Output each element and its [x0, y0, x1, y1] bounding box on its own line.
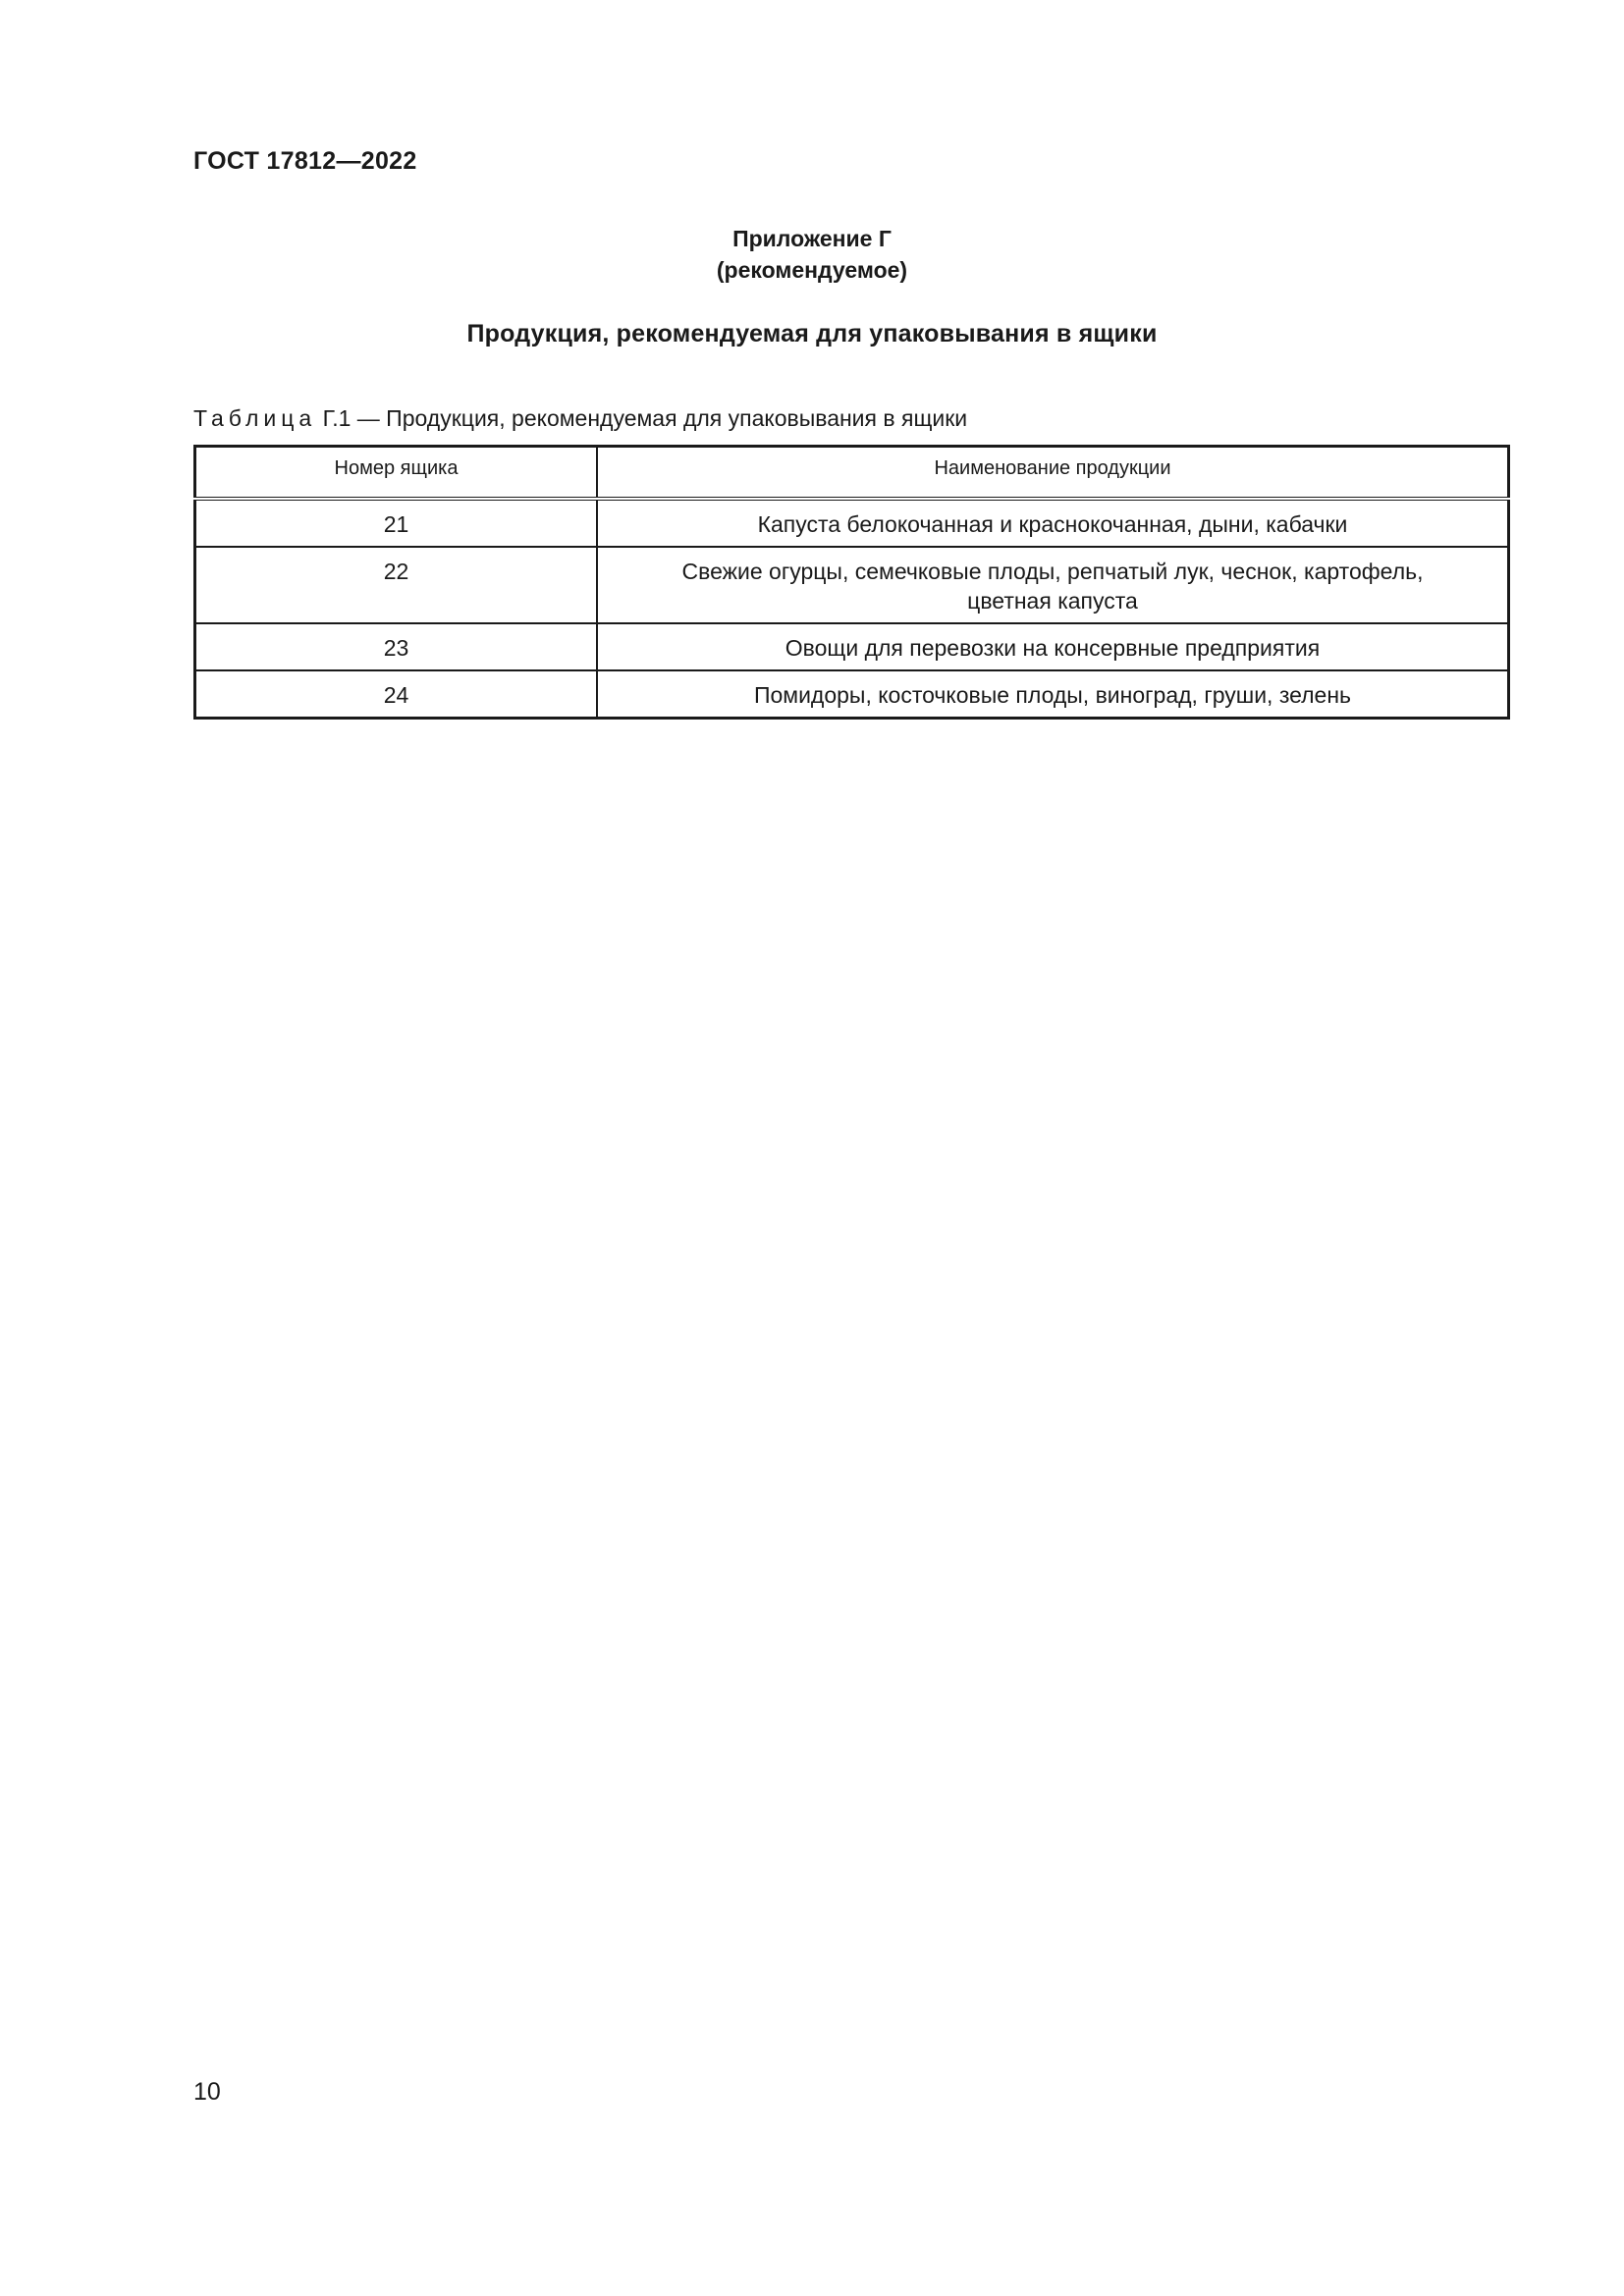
box-number-cell: 21 — [195, 499, 598, 547]
product-name-text: Капуста белокочанная и краснокочанная, дыни, кабачки — [757, 511, 1348, 537]
table-row — [195, 547, 1509, 623]
product-name-text: Свежие огурцы, семечковые плоды, репчатый лук, чеснок, картофель, — [681, 559, 1424, 584]
annex-heading: Продукция, рекомендуемая для упаковывания в ящики — [466, 320, 1158, 347]
column-header-box-number: Номер ящика — [195, 447, 598, 500]
box-number-cell: 24 — [195, 670, 598, 719]
table-caption-text: Г.1 — Продукция, рекомендуемая для упаковывания в ящики — [322, 405, 968, 431]
product-name-cell — [597, 499, 1509, 547]
table-header-row — [195, 447, 1509, 500]
column-header-product-name: Наименование продукции — [597, 447, 1509, 500]
annex-title: Приложение Г — [732, 226, 892, 251]
product-name-cell — [597, 623, 1509, 670]
table-row — [195, 670, 1509, 719]
table-caption — [193, 405, 967, 432]
box-number-cell: 23 — [195, 623, 598, 670]
table-caption-label: Таблица — [193, 405, 317, 431]
document-code: ГОСТ 17812—2022 — [193, 147, 417, 175]
product-name-cell — [597, 547, 1509, 623]
product-name-text-continued: цветная капуста — [967, 588, 1138, 614]
annex-status: (рекомендуемое) — [716, 257, 908, 283]
product-name-text: Помидоры, косточковые плоды, виноград, груши, зелень — [753, 682, 1352, 708]
page-number: 10 — [193, 2078, 221, 2106]
table-row — [195, 499, 1509, 547]
box-number-cell: 22 — [195, 547, 598, 623]
product-name-cell — [597, 670, 1509, 719]
product-name-text: Овощи для перевозки на консервные предприятия — [785, 635, 1321, 661]
products-table — [193, 445, 1510, 720]
table-row — [195, 623, 1509, 670]
